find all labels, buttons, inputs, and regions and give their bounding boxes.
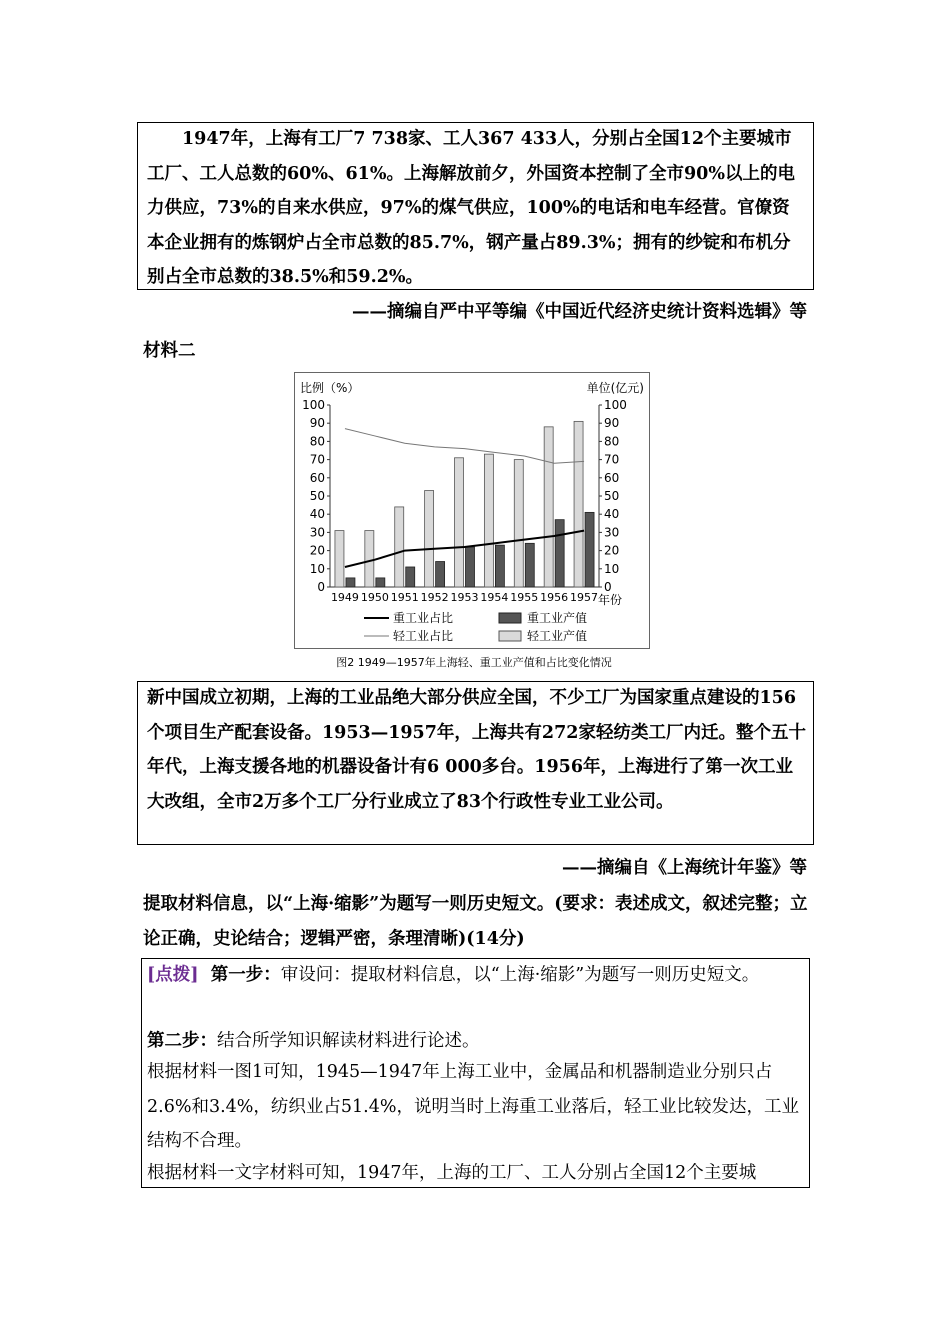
- hint-paragraph-1: 根据材料一图1可知，1945—1947年上海工业中，金属品和机器制造业分别只占2.6%和3.4%，纺织业占51.4%，说明当时上海重工业落后，轻工业比较发达，工业结构不合理。: [147, 1062, 800, 1151]
- x-tick-label: 1955: [510, 591, 539, 604]
- legend-heavy-output-swatch: [499, 613, 521, 623]
- left-tick-label: 50: [309, 489, 325, 503]
- bar-light-output: [484, 454, 493, 587]
- chart-caption: 图2 1949—1957年上海轻、重工业产值和占比变化情况: [336, 656, 612, 669]
- right-tick-label: 40: [604, 507, 620, 522]
- left-tick-label: 20: [309, 543, 325, 558]
- hint-paragraph-2: 根据材料一文字材料可知，1947年，上海的工厂、工人分别占全国12个主要城: [147, 1163, 757, 1183]
- bar-heavy-output: [466, 547, 475, 587]
- material1-text: 1947年，上海有工厂7 738家、工人367 433人，分别占全国12个主要城市工厂、工人总数的60%、61%。上海解放前夕，外国资本控制了全市90%以上的电力供应，73%的自来水供应，97%的煤气供应，100%的电话和电车经营。官僚资本企业拥有的炼钢炉占全市总数的85.7%，钢产量占89.3%；拥有的纱锭和布机分别占全市总数的38.5%和59.2%。: [147, 129, 795, 287]
- left-axis-label: 比例（%）: [300, 381, 360, 395]
- industry-chart: [294, 372, 654, 672]
- bar-light-output: [365, 531, 374, 587]
- step1-label: 第一步：: [210, 965, 281, 985]
- bar-light-output: [455, 458, 464, 587]
- x-unit-label: 年份: [598, 593, 623, 607]
- right-tick-label: 20: [604, 543, 620, 558]
- left-tick-label: 70: [309, 452, 325, 467]
- right-tick-label: 60: [604, 470, 620, 485]
- hint-tag: [点拨]: [147, 965, 199, 985]
- bar-heavy-output: [346, 578, 355, 587]
- left-tick-label: 90: [309, 416, 325, 431]
- bar-heavy-output: [585, 512, 594, 587]
- bar-heavy-output: [376, 578, 385, 587]
- x-tick-label: 1957: [570, 591, 599, 604]
- material2-label: 材料二: [143, 341, 196, 361]
- hint-step1: [147, 958, 807, 993]
- material2-source: ——摘编自《上海统计年鉴》等: [562, 858, 807, 878]
- x-tick-label: 1949: [330, 591, 359, 604]
- left-tick-label: 80: [309, 434, 325, 449]
- question-text: 提取材料信息，以“上海·缩影”为题写一则历史短文。(要求：表述成文，叙述完整；立论正确，史论结合；逻辑严密，条理清晰)(14分): [143, 894, 808, 949]
- material2-text: 新中国成立初期，上海的工业品绝大部分供应全国，不少工厂为国家重点建设的156个项目生产配套设备。1953—1957年，上海共有272家轻纺类工厂内迁。整个五十年代，上海支援各地的机器设备计有6 000多台。1956年，上海进行了第一次工业大改组，全市2万多个工厂分行业成立了83个行政性专业工业公司。: [147, 688, 806, 812]
- x-tick-label: 1953: [450, 591, 479, 604]
- right-tick-label: 30: [604, 525, 620, 540]
- bar-light-output: [335, 531, 344, 587]
- step2-text: 结合所学知识解读材料进行论述。: [217, 1031, 480, 1051]
- legend-light-share: 轻工业占比: [393, 629, 454, 643]
- left-tick-label: 60: [309, 470, 325, 485]
- step1-text: 审设问：提取材料信息，以“上海·缩影”为题写一则历史短文。: [280, 965, 760, 985]
- x-tick-label: 1951: [390, 591, 419, 604]
- bar-light-output: [425, 491, 434, 587]
- left-tick-label: 30: [309, 525, 325, 540]
- bar-heavy-output: [495, 545, 504, 587]
- legend-light-output: 轻工业产值: [527, 629, 588, 643]
- x-tick-label: 1956: [540, 591, 569, 604]
- step2-label: 第二步：: [147, 1031, 217, 1051]
- bar-heavy-output: [406, 567, 415, 587]
- material1-source: ——摘编自严中平等编《中国近代经济史统计资料选辑》等: [352, 302, 807, 322]
- right-axis-label: 单位(亿元): [586, 381, 644, 395]
- right-tick-label: 100: [604, 398, 627, 412]
- x-tick-label: 1950: [360, 591, 389, 604]
- legend-heavy-share: 重工业占比: [393, 611, 454, 625]
- right-tick-label: 80: [604, 434, 620, 449]
- bar-light-output: [574, 421, 583, 587]
- right-tick-label: 90: [604, 416, 620, 431]
- right-tick-label: 50: [604, 489, 620, 503]
- bar-light-output: [514, 460, 523, 587]
- left-tick-label: 40: [309, 507, 325, 522]
- x-tick-label: 1952: [420, 591, 449, 604]
- bar-light-output: [395, 507, 404, 587]
- bar-heavy-output: [436, 562, 445, 587]
- legend-heavy-output: 重工业产值: [527, 611, 588, 625]
- bar-light-output: [544, 427, 553, 587]
- legend-light-output-swatch: [499, 631, 521, 641]
- right-tick-label: 0: [604, 580, 612, 594]
- left-tick-label: 0: [317, 580, 325, 594]
- bar-heavy-output: [525, 543, 534, 587]
- bar-heavy-output: [555, 520, 564, 587]
- right-tick-label: 70: [604, 452, 620, 467]
- left-tick-label: 10: [309, 561, 325, 576]
- hint-step2: [147, 1027, 480, 1052]
- right-tick-label: 10: [604, 561, 620, 576]
- x-tick-label: 1954: [480, 591, 509, 604]
- left-tick-label: 100: [302, 398, 325, 412]
